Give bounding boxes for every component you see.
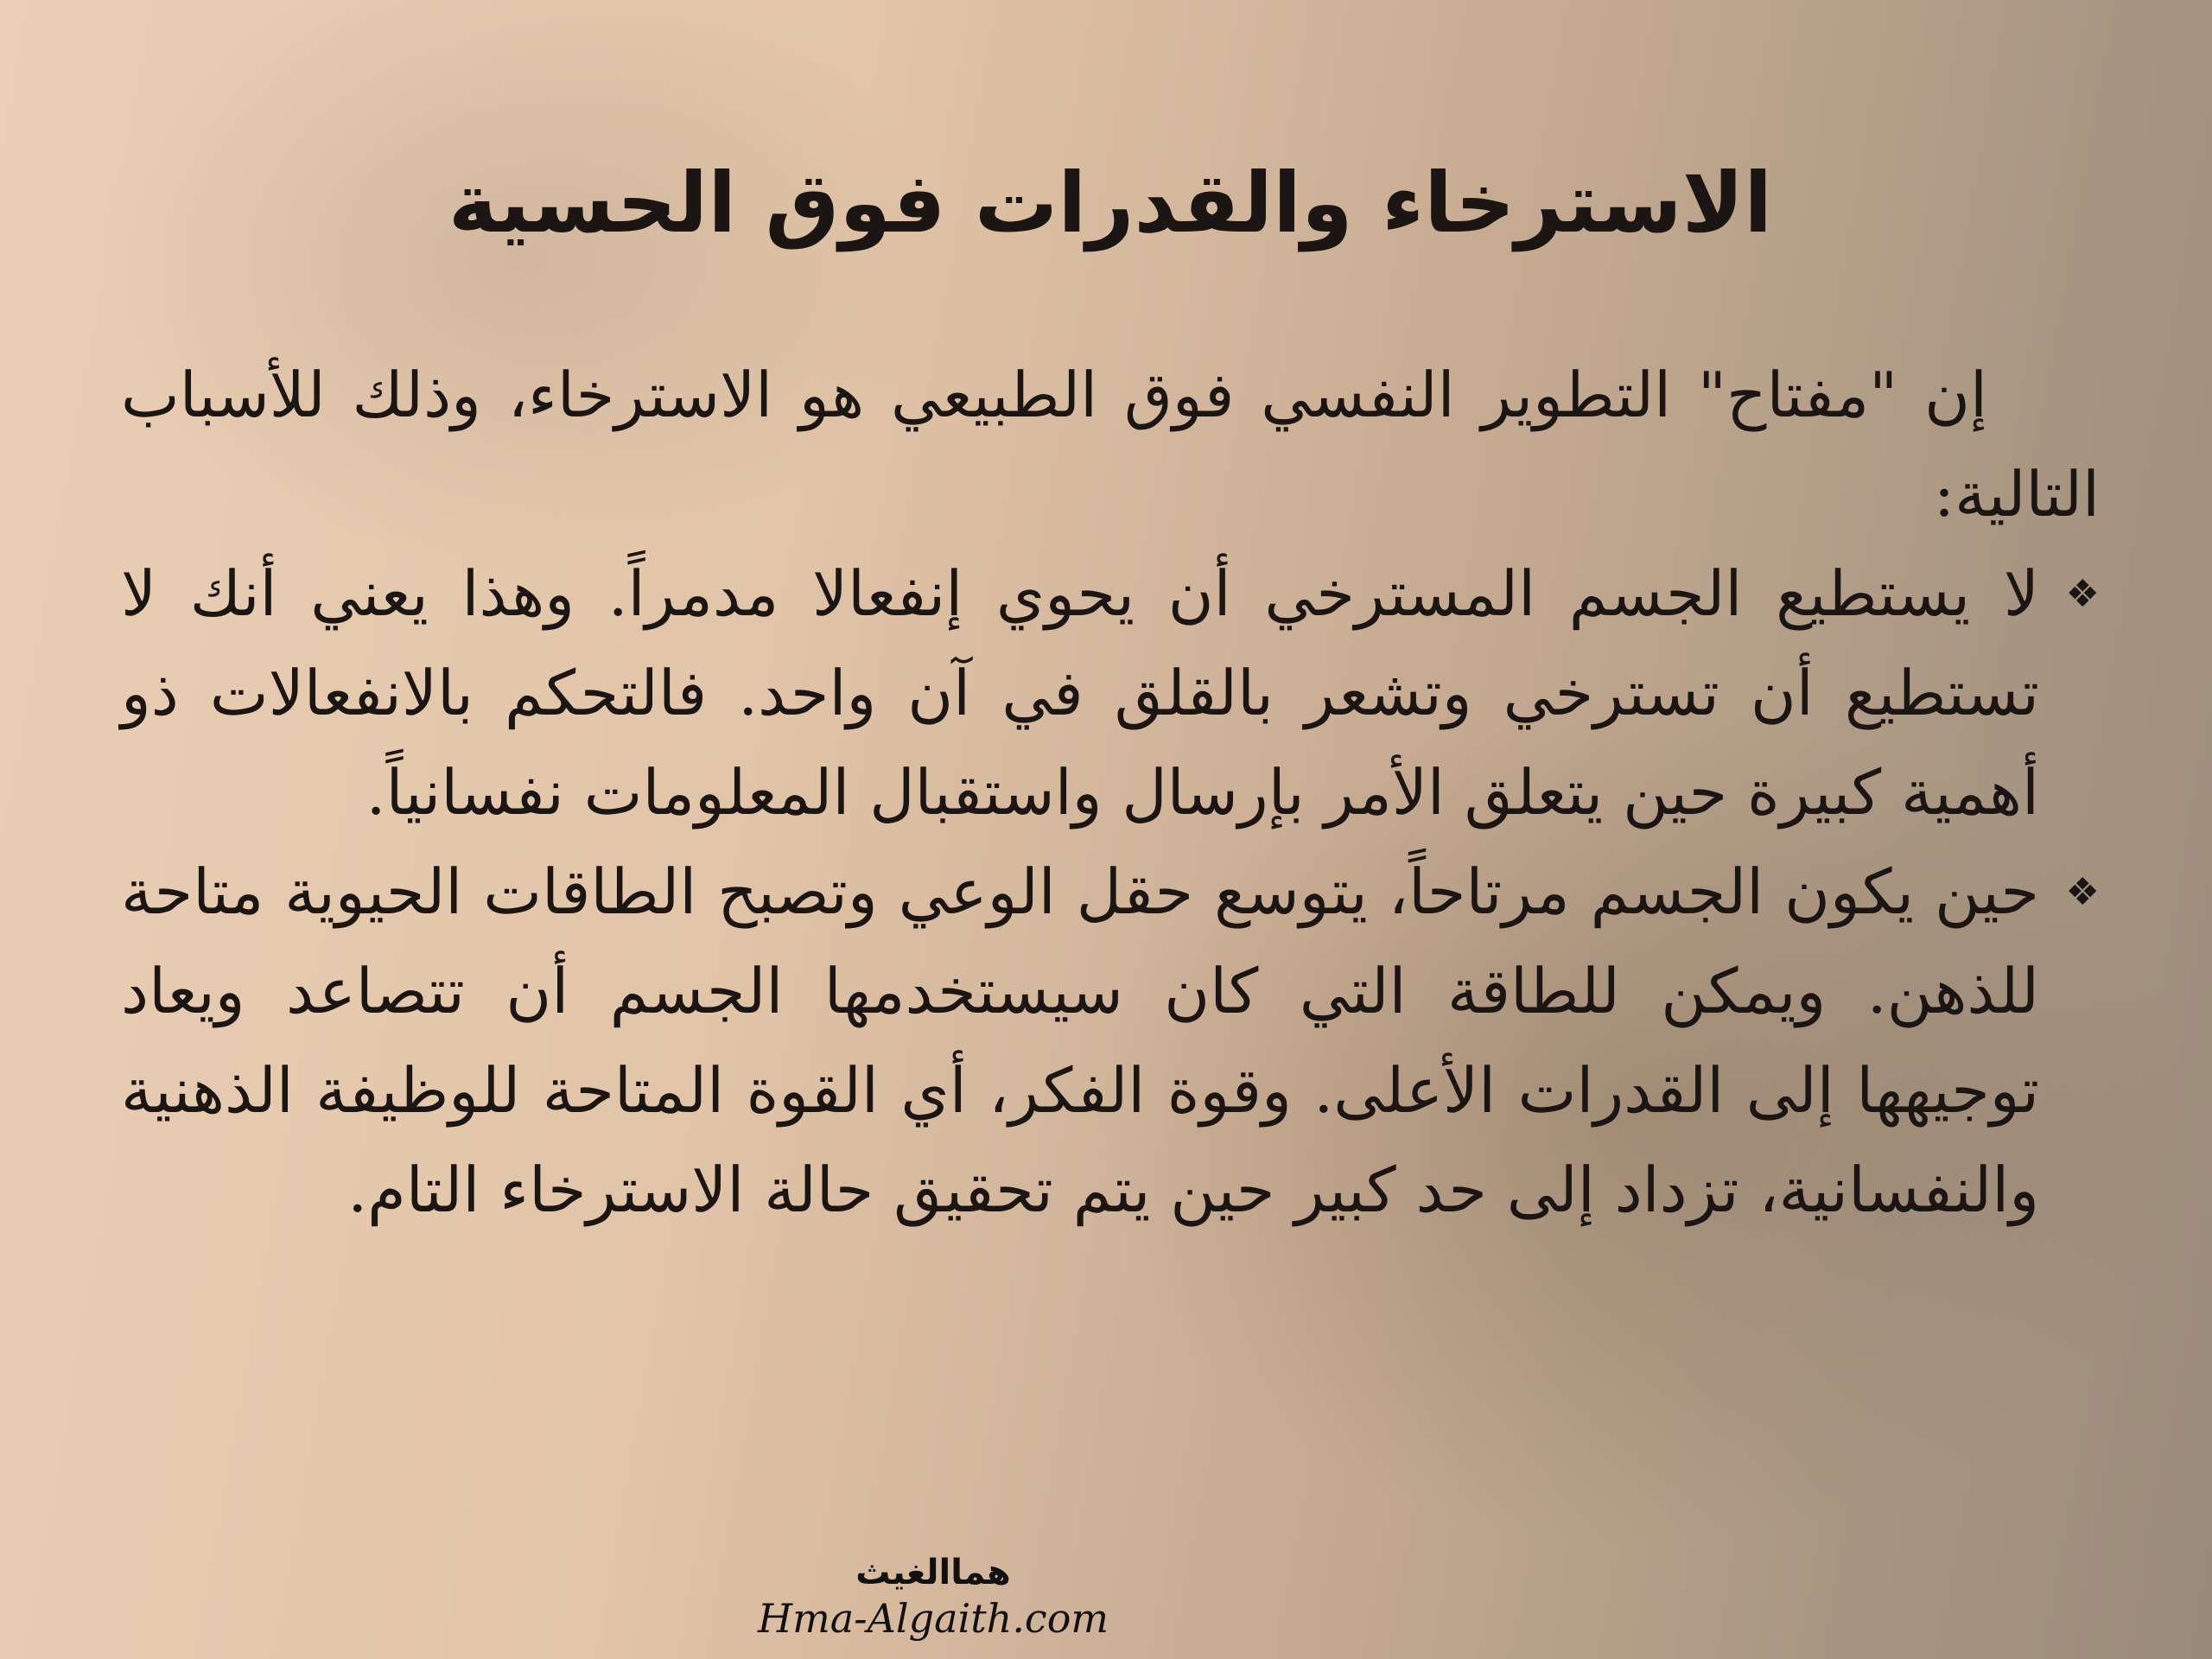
intro-paragraph: إن "مفتاح" التطوير النفسي فوق الطبيعي هو الاسترخاء، وذلك للأسباب التالية: <box>121 359 2100 531</box>
bullet-item-2 <box>121 842 2100 1240</box>
watermark-url: Hma-Algaith.com <box>757 1595 1109 1642</box>
bullet-text-2: حين يكون الجسم مرتاحاً، يتوسع حقل الوعي وتصبح الطاقات الحيوية متاحة للذهن. ويمكن للطاقة التي كان سيستخدمها الجسم أن تتصاعد ويعاد توجيهها إلى القدرات الأعلى. وقوة الفكر، أي القوة المتاحة للوظيفة الذهنية والنفسانية، تزداد إلى حد كبير حين يتم تحقيق حالة الاسترخاء التام. <box>121 855 2040 1226</box>
bullet-item-1 <box>121 544 2100 842</box>
bullet-list <box>121 544 2100 1240</box>
diamond-bullet-icon: ❖ <box>2065 870 2100 914</box>
page-body <box>121 346 2100 1240</box>
bullet-text-1: لا يستطيع الجسم المسترخي أن يحوي إنفعالا مدمراً. وهذا يعني أنك لا تستطيع أن تسترخي وتشعر بالقلق في آن واحد. فالتحكم بالانفعالات ذو أهمية كبيرة حين يتعلق الأمر بإرسال واستقبال المعلومات نفسانياً. <box>121 557 2039 829</box>
diamond-bullet-icon: ❖ <box>2065 572 2100 616</box>
book-page <box>121 130 2100 1650</box>
watermark <box>743 1551 1123 1643</box>
page-title: الاسترخاء والقدرات فوق الحسية <box>448 155 1773 251</box>
watermark-arabic: هماالغيث <box>855 1553 1011 1592</box>
